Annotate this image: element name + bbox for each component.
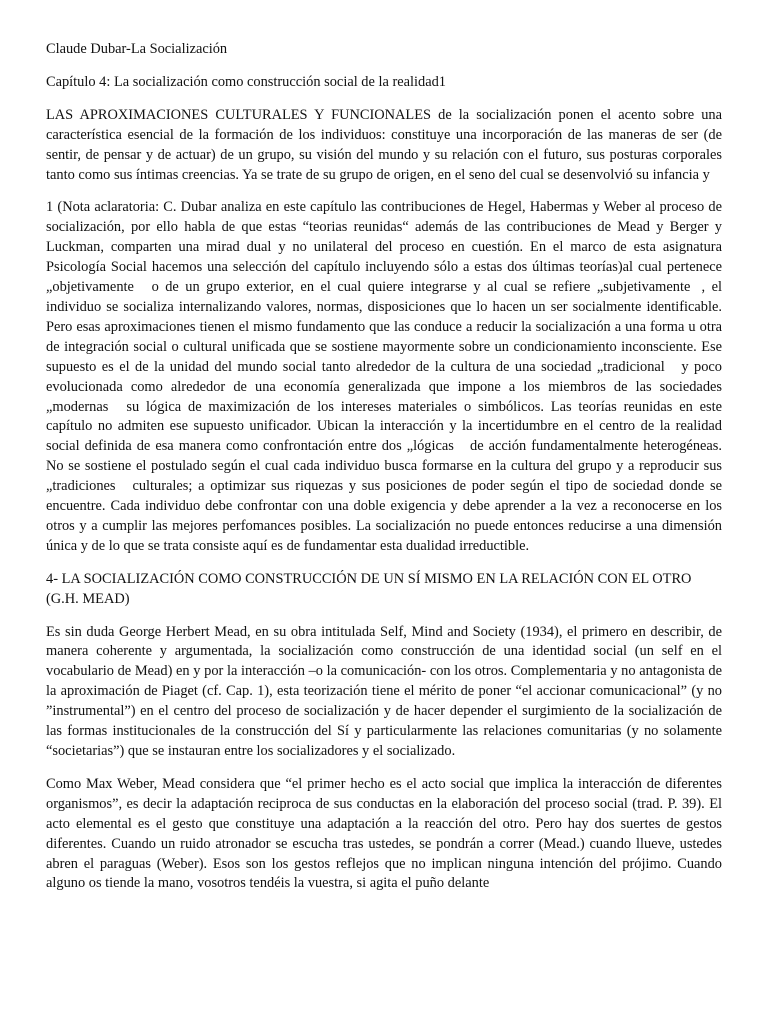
document-header: Claude Dubar-La Socialización [46,41,228,57]
document-page [46,40,722,907]
paragraph-weber: Como Max Weber, Mead considera que “el primer hecho es el acto social que implica la interacción de diferentes organismos”, es decir la adaptación reciproca de sus conductas en la elaboración del proceso social (trad. P. 39). El acto elemental es el gesto que constituye una adaptación a la reacción del otro. Pero hay dos suertes de gestos diferentes. Cuando un ruido atronador se escucha tras ustedes, se pondrán a correr (Mead.) cuando llueve, ustedes abren el paraguas (Weber). Esos son los gestos reflejos que no implican ninguna intención del prójimo. Cuando alguno os tiende la mano, vosotros tendéis la vuestra, si agita el puño delante [46,775,722,892]
chapter-title: Capítulo 4: La socialización como construcción social de la realidad1 [46,73,447,90]
section-heading: 4- LA SOCIALIZACIÓN COMO CONSTRUCCIÓN DE UN SÍ MISMO EN LA RELACIÓN CON EL OTRO (G.H. MEAD) [46,570,692,607]
paragraph-footnote: 1 (Nota aclaratoria: C. Dubar analiza en este capítulo las contribuciones de Hegel, Habermas y Weber al proceso de socialización, por ello habla de que estas “teorias reunidas“ además de las contribuciones de Mead y Berger y Luckman, comparten una mirad dual y no unilateral del proceso en cuestión. En el marco de esta asignatura Psicología Social hacemos una selección del capítulo incluyendo sólo a estas dos últimas teorías)al cual pertenece „objetivamente  o de un grupo exterior, en el cual quiere integrarse y al cual se refiere „subjetivamente , el individuo se socializa internalizando valores, normas, disposiciones que lo hacen un ser socialmente identificable. Pero esas aproximaciones tienen el mismo fundamento que las conduce a reducir la socialización a una forma u otra de integración social o cultural unificada que se sostiene mayormente sobre un condicionamiento inconsciente. Ese supuesto es el de la unidad del mundo social tanto alrededor de la cultura de una sociedad „tradicional  y poco evolucionada como alrededor de una economía generalizada que impone a los miembros de las sociedades „modernas  su lógica de maximización de los intereses materiales o simbólicos. Las teorías reunidas en este capítulo no admiten ese supuesto unificador. Ubican la interacción y la incertidumbre en el centro de la realidad social definida de esa manera como confrontación entre dos „lógicas  de acción fundamentalmente heterogéneas. No se sostiene el postulado según el cual cada individuo busca formarse en la cultura del grupo y a reproducir sus „tradiciones  culturales; a optimizar sus riquezas y sus posiciones de poder según el tipo de sociedad donde se encuentre. Cada individuo debe confrontar con una doble exigencia y debe aprender a la vez a reconocerse en los otros y a cumplir las mejores perfomances posibles. La socialización no puede entonces reducirse a una dimensión única y de lo que se trata consiste aquí es de fundamentar esta dualidad irreductible. [46,199,722,554]
paragraph-intro: LAS APROXIMACIONES CULTURALES Y FUNCIONALES de la socialización ponen el acento sobre una característica esencial de la formación de los individuos: constituye una incorporación de las maneras de ser (de sentir, de pensar y de actuar) de un grupo, su visión del mundo y su relación con el futuro, sus posturas corporales tanto como sus íntimas creencias. Ya se trate de su grupo de origen, en el seno del cual se desenvolvió su infancia y [46,106,722,183]
paragraph-mead: Es sin duda George Herbert Mead, en su obra intitulada Self, Mind and Society (1934), el primero en describir, de manera coherente y argumentada, la socialización como construcción de una identidad social (un self en el vocabulario de Mead) en y por la interacción –o la comunicación- con los otros. Complementaria y no antagonista de la aproximación de Piaget (cf. Cap. 1), esta teorización tiene el mérito de poner “el accionar comunicacional” (y no ”instrumental”) en el centro del proceso de socialización y de hacer depender el surgimiento de la socialización de las formas institucionales de la construcción del Sí y particularmente las relaciones comunitarias (y no solamente “societarias”) que se instauran entre los socializadores y el socializado. [46,623,722,759]
